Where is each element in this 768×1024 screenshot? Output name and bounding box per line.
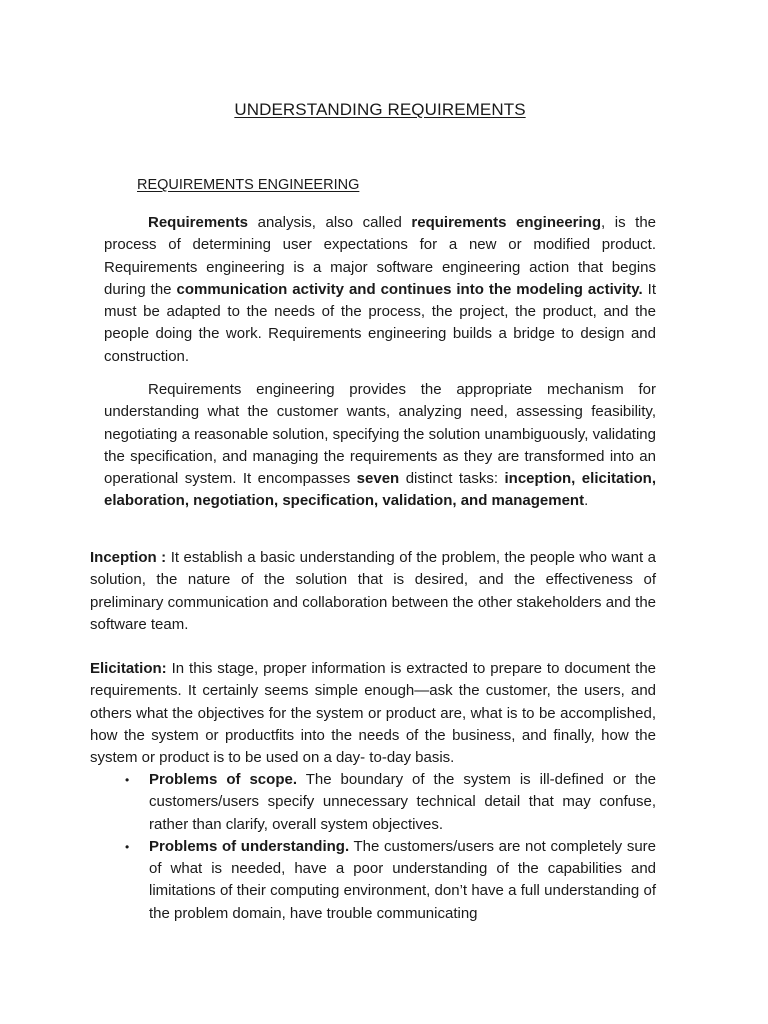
elicitation-text: In this stage, proper information is extracted to prepare to document the requirements. It certainly seems simple enough—ask the customer, the users, and others what the objectives for the system or product are, what is to be accomplished, how the system or productfits into the needs of the business, and finally, how the system or product is to be used on a day- to-day basis.: [90, 660, 656, 767]
problems-list: [90, 769, 656, 925]
paragraph-elicitation: [90, 658, 656, 769]
bullet-icon: •: [125, 839, 130, 854]
bold-term: communication activity and continues into the modeling activity.: [176, 280, 643, 298]
paragraph-text: Requirements engineering provides the appropriate mechanism for understanding what the customer wants, analyzing need, assessing feasibility, negotiating a reasonable solution, specifying the solution unambiguously, validating the specification, and managing the requirements as they are transformed into an operational system. It encompasses: [104, 381, 656, 488]
list-item-text: The customers/users are not completely sure of what is needed, have a poor understanding of the capabilities and limitations of their computing environment, don’t have a full understanding of the problem domain, have trouble communicating: [149, 837, 656, 922]
section-heading: REQUIREMENTS ENGINEERING: [137, 177, 360, 193]
bold-term: Requirements: [148, 214, 249, 231]
paragraph-text: distinct tasks:: [399, 470, 505, 488]
bold-term: inception, elicitation, elaboration, negotiation, specification, validation, and management: [104, 470, 656, 510]
page-title: UNDERSTANDING REQUIREMENTS: [234, 100, 526, 119]
list-item-label: Problems of scope.: [149, 771, 297, 788]
bold-term: requirements engineering: [411, 214, 602, 231]
paragraph-inception: [90, 547, 656, 636]
inception-label: Inception :: [90, 549, 167, 566]
list-item-text: The boundary of the system is ill-defined or the customers/users specify unnecessary technical detail that may confuse, rather than clarify, overall system objectives.: [149, 771, 656, 833]
paragraph-requirements-analysis: [104, 212, 656, 368]
inception-text: It establish a basic understanding of the problem, the people who want a solution, the nature of the solution that is desired, and the effectiveness of preliminary communication and collaboration between the other stakeholders and the software team.: [90, 549, 657, 633]
list-item-label: Problems of understanding.: [149, 837, 350, 855]
paragraph-text: It must be adapted to the needs of the process, the project, the product, and the people doing the work. Requirements engineering builds a bridge to design and construction.: [104, 280, 656, 365]
elicitation-label: Elicitation:: [90, 660, 167, 677]
bold-term: seven: [356, 470, 400, 488]
paragraph-requirements-mechanism: [104, 379, 656, 513]
list-item: [90, 769, 656, 836]
list-item: [90, 836, 656, 925]
paragraph-text: analysis, also called: [248, 214, 412, 231]
paragraph-text: .: [584, 492, 589, 510]
paragraph-text: , is the process of determining user expectations for a new or modified product. Requirements engineering is a major software engineering action that begins during the: [104, 214, 657, 298]
bullet-icon: •: [125, 773, 130, 787]
